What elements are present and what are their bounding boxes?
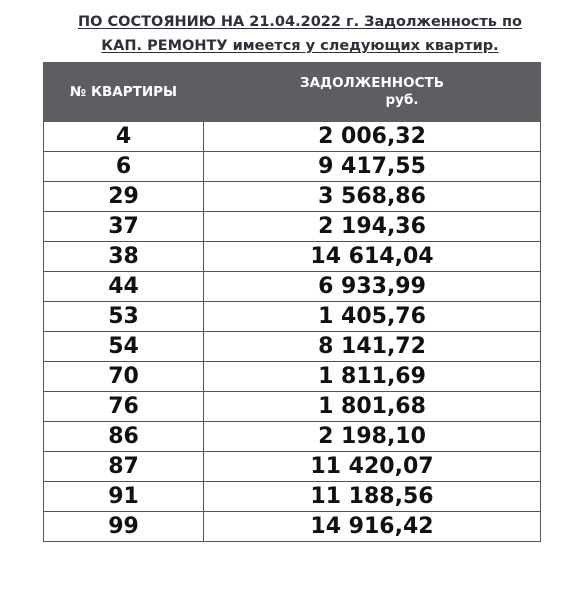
table-row	[44, 122, 541, 152]
table-row	[44, 512, 541, 542]
column-header-debt	[204, 63, 541, 122]
apartment-number-cell: 38	[44, 242, 204, 272]
debt-amount-cell: 2 198,10	[204, 422, 541, 452]
debt-amount-cell: 2 194,36	[204, 212, 541, 242]
apartment-number-cell: 86	[44, 422, 204, 452]
debt-amount-cell: 1 811,69	[204, 362, 541, 392]
apartment-number-cell: 29	[44, 182, 204, 212]
debt-amount-cell: 8 141,72	[204, 332, 541, 362]
column-header-debt-label: ЗАДОЛЖЕННОСТЬ	[300, 75, 444, 91]
debt-amount-cell: 14 916,42	[204, 512, 541, 542]
table-row	[44, 212, 541, 242]
column-header-apartment	[44, 63, 204, 122]
apartment-number-cell: 4	[44, 122, 204, 152]
table-row	[44, 392, 541, 422]
table-row	[44, 302, 541, 332]
debt-amount-cell: 1 801,68	[204, 392, 541, 422]
page-heading	[40, 10, 560, 58]
debt-amount-cell: 9 417,55	[204, 152, 541, 182]
table-row	[44, 362, 541, 392]
table-row	[44, 332, 541, 362]
column-header-apartment-label: № КВАРТИРЫ	[70, 84, 177, 100]
debt-amount-cell: 11 420,07	[204, 452, 541, 482]
debt-amount-cell: 11 188,56	[204, 482, 541, 512]
apartment-number-cell: 99	[44, 512, 204, 542]
debt-amount-cell: 14 614,04	[204, 242, 541, 272]
table-header-row	[44, 63, 541, 122]
apartment-number-cell: 70	[44, 362, 204, 392]
table-row	[44, 452, 541, 482]
heading-line-1: ПО СОСТОЯНИЮ НА 21.04.2022 г. Задолженность по	[78, 14, 522, 30]
table-row	[44, 272, 541, 302]
apartment-number-cell: 54	[44, 332, 204, 362]
apartment-number-cell: 91	[44, 482, 204, 512]
debt-amount-cell: 3 568,86	[204, 182, 541, 212]
table-row	[44, 182, 541, 212]
apartment-number-cell: 6	[44, 152, 204, 182]
debt-amount-cell: 6 933,99	[204, 272, 541, 302]
column-header-debt-unit: руб.	[385, 92, 419, 108]
apartment-number-cell: 53	[44, 302, 204, 332]
apartment-number-cell: 37	[44, 212, 204, 242]
table-row	[44, 422, 541, 452]
debt-table	[43, 62, 541, 542]
table-row	[44, 482, 541, 512]
table-row	[44, 152, 541, 182]
apartment-number-cell: 76	[44, 392, 204, 422]
apartment-number-cell: 87	[44, 452, 204, 482]
debt-amount-cell: 2 006,32	[204, 122, 541, 152]
apartment-number-cell: 44	[44, 272, 204, 302]
debt-amount-cell: 1 405,76	[204, 302, 541, 332]
table-row	[44, 242, 541, 272]
heading-line-2: КАП. РЕМОНТУ имеется у следующих квартир.	[101, 38, 499, 54]
